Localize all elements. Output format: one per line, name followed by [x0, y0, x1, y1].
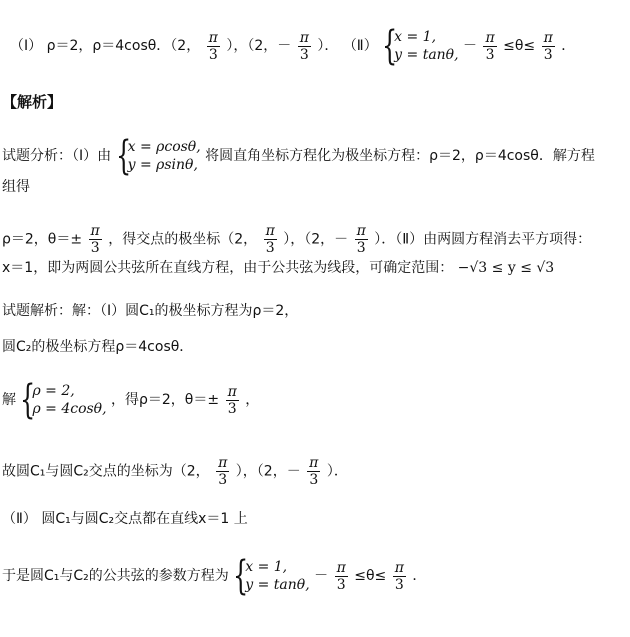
analysis-line-4: x＝1，即为两圆公共弦所在直线方程，由于公共弦为线段，可确定范围： −√3 ≤ y ≤ √3	[2, 260, 555, 276]
parametric-system: { x = 1, y = tanθ,	[233, 553, 310, 599]
parametric-system: { x = 1, y = tanθ,	[382, 23, 459, 69]
fraction-pi-over-3: $\frac{\pi}{3}$	[218, 455, 228, 488]
solution-line-1: 试题解析：解：（Ⅰ）圆C₁的极坐标方程为ρ＝2，	[2, 303, 299, 319]
answer-close: ）．	[317, 38, 339, 54]
analysis-line-2: 组得	[2, 179, 30, 195]
fraction-pi-over-3: $\frac{\pi}{3}$	[394, 559, 404, 593]
answer-part1-label: （Ⅰ）	[10, 38, 43, 54]
equation-system: { ρ = 2, ρ = 4cosθ,	[20, 377, 107, 423]
solution-line-2: 圆C₂的极坐标方程ρ＝4cosθ．	[2, 339, 194, 355]
analysis-heading: 【解析】	[2, 93, 63, 111]
fraction-pi-over-3: $\frac{\pi}{3}$	[309, 455, 319, 488]
solution-line-6: 于是圆C₁与C₂的公共弦的参数方程为 { x = 1, y = tanθ, － $\frac{\pi}{3}$ ≤θ≤ $\frac{\pi}{3}$ ．	[2, 553, 427, 599]
answer-line: （Ⅰ） ρ＝2，ρ＝4cosθ．（2， $\frac{\pi}{3}$ ），（2，－ $\frac{\pi}{3}$ ）． （Ⅱ） { x = 1, y = tanθ, － $\frac{\pi}{3}$ ≤θ≤ $\frac{\pi}{3}$ ．	[10, 23, 576, 69]
analysis-line-1: 试题分析：（Ⅰ）由 { x = ρcosθ, y = ρsinθ, 将圆直角坐标方程化为极坐标方程：ρ＝2，ρ＝4cosθ．解方程	[2, 133, 595, 179]
polar-conversion-system: { x = ρcosθ, y = ρsinθ,	[115, 133, 201, 179]
analysis-line-3: ρ＝2，θ＝± $\frac{\pi}{3}$ ，得交点的极坐标（2， $\frac{\pi}{3}$ ），（2，－ $\frac{\pi}{3}$ ）．（Ⅱ）由两圆方程消去平方项得：	[2, 223, 592, 256]
solution-line-5: （Ⅱ） 圆C₁与圆C₂交点都在直线x＝1 上	[2, 511, 248, 527]
fraction-pi-over-3: $\frac{\pi}{3}$	[356, 223, 366, 256]
fraction-pi-over-3: $\frac{\pi}{3}$	[90, 223, 100, 256]
solution-line-4: 故圆C₁与圆C₂交点的坐标为（2， $\frac{\pi}{3}$ ），（2，－ $\frac{\pi}{3}$ ）．	[2, 455, 348, 488]
answer-sep: ），（2，－	[226, 38, 292, 54]
fraction-pi-over-3: $\frac{\pi}{3}$	[299, 29, 309, 63]
solution-line-3: 解 { ρ = 2, ρ = 4cosθ, ，得ρ＝2，θ＝± $\frac{\pi}{3}$ ，	[2, 377, 260, 423]
answer-part2-label: （Ⅱ）	[342, 38, 378, 54]
fraction-pi-over-3: $\frac{\pi}{3}$	[265, 223, 275, 256]
answer-part1-text: ρ＝2，ρ＝4cosθ．（2，	[46, 38, 201, 54]
fraction-pi-over-3: $\frac{\pi}{3}$	[208, 29, 218, 63]
fraction-pi-over-3: $\frac{\pi}{3}$	[336, 559, 346, 593]
fraction-pi-over-3: $\frac{\pi}{3}$	[543, 29, 553, 63]
fraction-pi-over-3: $\frac{\pi}{3}$	[227, 383, 237, 417]
fraction-pi-over-3: $\frac{\pi}{3}$	[485, 29, 495, 63]
